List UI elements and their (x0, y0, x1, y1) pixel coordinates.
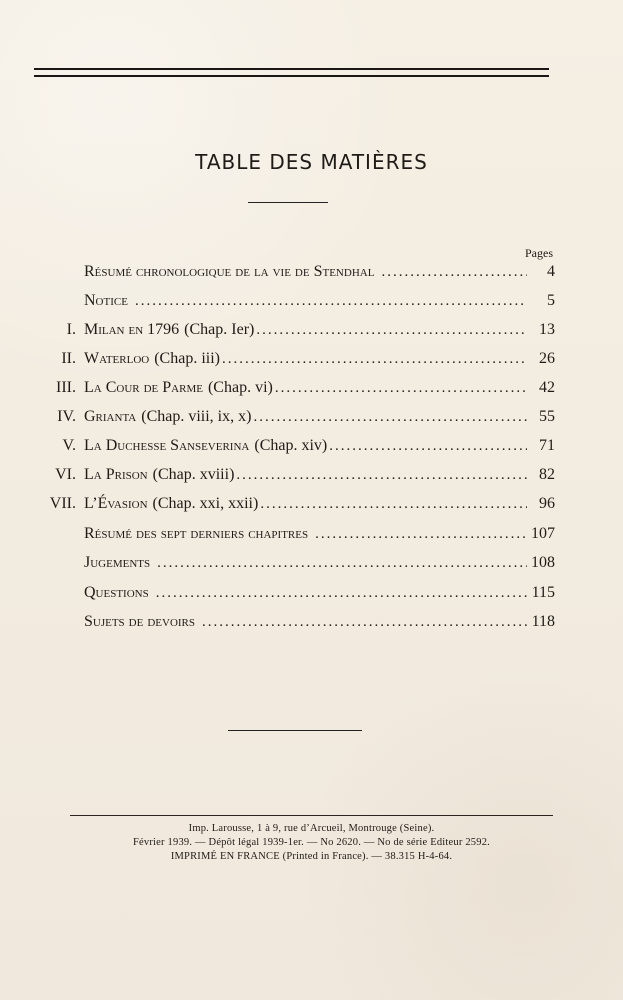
toc-entry-number: V. (62, 437, 76, 454)
toc-entry (34, 405, 555, 429)
toc-entry-page: 107 (531, 525, 555, 542)
dot-leader (157, 551, 527, 575)
toc-entry-title: La Prison (84, 466, 148, 483)
toc-entry-title: La Cour de Parme (84, 379, 203, 396)
imprint-footer (34, 822, 589, 864)
toc-entry (34, 260, 555, 284)
dot-leader (329, 434, 527, 458)
dot-leader (222, 347, 527, 371)
toc-entry (34, 492, 555, 516)
toc-entry-page: 82 (539, 466, 555, 483)
dot-leader (260, 492, 527, 516)
toc-entry-page: 55 (539, 408, 555, 425)
toc-entry-chapter: (Chap. vi) (207, 379, 273, 396)
toc-entry-chapter: (Chap. xxi, xxii) (152, 495, 259, 512)
toc-entry-chapter: (Chap. xviii) (152, 466, 235, 483)
toc-entry-number: VII. (49, 495, 76, 512)
pages-column-header: Pages (525, 246, 553, 260)
toc-entry-title: Questions (84, 584, 149, 601)
toc-entry-number: II. (61, 350, 76, 367)
toc-entry-page: 118 (531, 613, 555, 630)
toc-entry-number: IV. (57, 408, 76, 425)
toc-entry-title: Milan en 1796 (84, 321, 180, 338)
toc-entry (34, 289, 555, 313)
footer-rule (70, 815, 553, 816)
toc-entry-page: 5 (547, 292, 555, 309)
toc-entry (34, 551, 555, 575)
toc-entry-number: I. (66, 321, 76, 338)
toc-entry-page: 4 (547, 263, 555, 280)
imprint-line-3: IMPRIMÉ EN FRANCE (Printed in France). — 38.315 H-4-64. (170, 851, 453, 862)
toc-entry-chapter: (Chap. Ier) (184, 321, 255, 338)
toc-entry-title: Grianta (84, 408, 137, 425)
toc-entry-page: 96 (539, 495, 555, 512)
imprint-line-2: Février 1939. — Dépôt légal 1939-1er. — No 2620. — No de série Editeur 2592. (133, 837, 490, 848)
toc-entry-chapter: (Chap. xiv) (254, 437, 328, 454)
dot-leader (156, 581, 527, 605)
toc-entry (34, 522, 555, 546)
page-title: TABLE DES MATIÈRES (195, 150, 428, 174)
toc-entry-number: VI. (55, 466, 76, 483)
toc-entry (34, 434, 555, 458)
dot-leader (256, 318, 527, 342)
dot-leader (253, 405, 527, 429)
section-divider-rule (228, 730, 362, 731)
toc-entry (34, 581, 555, 605)
imprint-line-1: Imp. Larousse, 1 à 9, rue d’Arcueil, Montrouge (Seine). (188, 823, 435, 834)
toc-entry-chapter: (Chap. iii) (154, 350, 220, 367)
toc-entry-title: Sujets de devoirs (84, 613, 196, 630)
top-double-rule-upper (34, 68, 549, 70)
dot-leader (315, 522, 527, 546)
top-double-rule-lower (34, 75, 549, 77)
toc-entry-page: 42 (539, 379, 555, 396)
toc-entry-title: Waterloo (84, 350, 150, 367)
toc-entry-title: Résumé des sept derniers chapitres (84, 525, 309, 542)
toc-entry-page: 108 (531, 554, 555, 571)
title-underline (248, 202, 328, 203)
toc-entry-title: La Duchesse Sanseverina (84, 437, 250, 454)
toc-entry-title: Notice (84, 292, 128, 309)
dot-leader (135, 289, 527, 313)
toc-entry-title: Jugements (84, 554, 151, 571)
dot-leader (236, 463, 527, 487)
dot-leader (202, 610, 527, 634)
toc-entry-page: 26 (539, 350, 555, 367)
toc-entry-number: III. (56, 379, 76, 396)
toc-entry (34, 318, 555, 342)
toc-entry-page: 115 (531, 584, 555, 601)
toc-entry-chapter: (Chap. viii, ix, x) (141, 408, 252, 425)
toc-entry (34, 347, 555, 371)
dot-leader (275, 376, 527, 400)
toc-entry-page: 71 (539, 437, 555, 454)
toc-entry (34, 610, 555, 634)
toc-entry-title: Résumé chronologique de la vie de Stendhal (84, 263, 375, 280)
toc-entry (34, 376, 555, 400)
dot-leader (381, 260, 527, 284)
toc-entry-title: L’Évasion (84, 495, 148, 512)
toc-entry-page: 13 (539, 321, 555, 338)
toc-entry (34, 463, 555, 487)
